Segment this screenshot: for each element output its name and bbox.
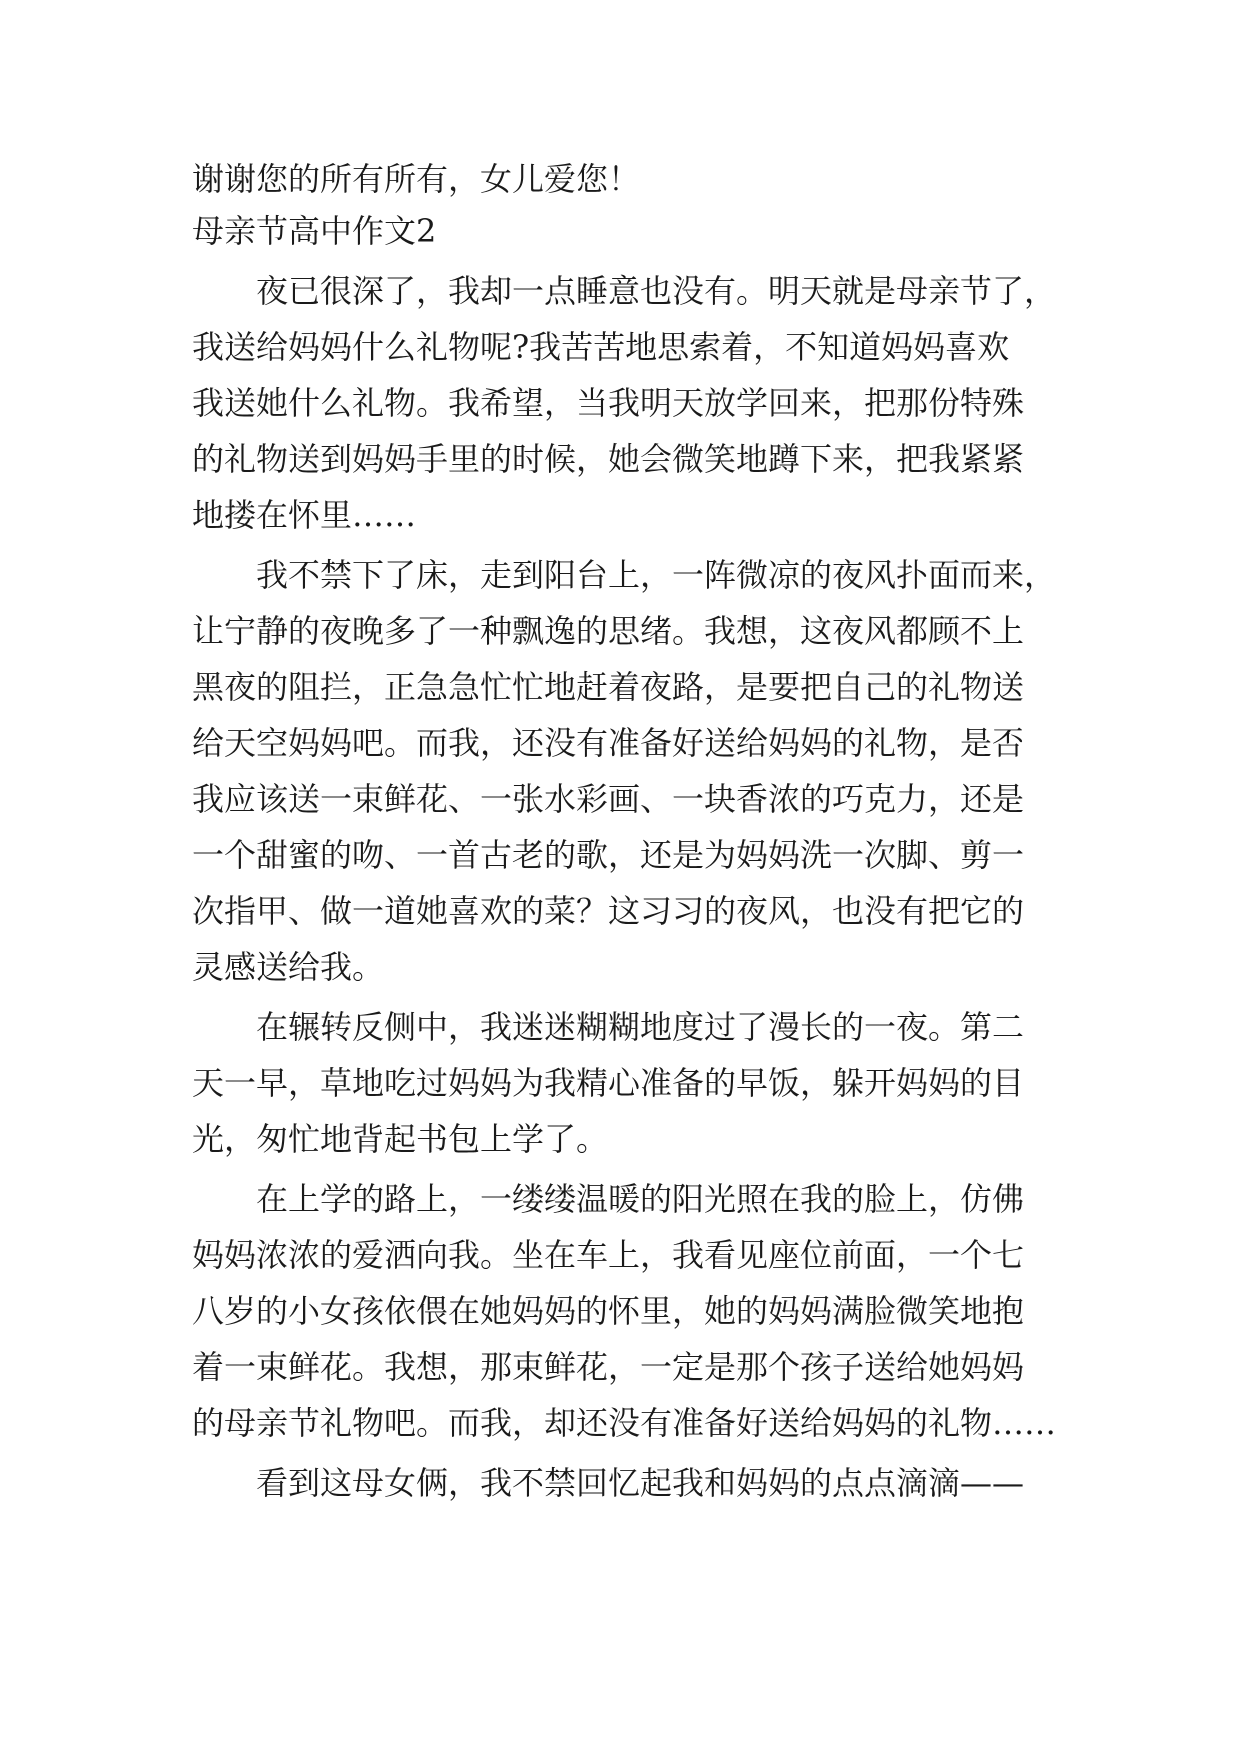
paragraph-line: 让宁静的夜晚多了一种飘逸的思绪。我想，这夜风都顾不上 xyxy=(192,612,1025,650)
paragraph-line: 我应该送一束鲜花、一张水彩画、一块香浓的巧克力，还是 xyxy=(192,780,1025,818)
paragraph-line: 我不禁下了床，走到阳台上，一阵微凉的夜风扑面而来， xyxy=(256,556,1057,594)
paragraph-line: 在上学的路上，一缕缕温暖的阳光照在我的脸上，仿佛 xyxy=(256,1180,1025,1218)
closing-line: 谢谢您的所有所有，女儿爱您！ xyxy=(192,160,641,198)
paragraph-line: 次指甲、做一道她喜欢的菜？这习习的夜风，也没有把它的 xyxy=(192,892,1025,930)
paragraph-line: 八岁的小女孩依偎在她妈妈的怀里，她的妈妈满脸微笑地抱 xyxy=(192,1292,1025,1330)
paragraph-line: 黑夜的阻拦，正急急忙忙地赶着夜路，是要把自己的礼物送 xyxy=(192,668,1025,706)
paragraph-line: 在辗转反侧中，我迷迷糊糊地度过了漫长的一夜。第二 xyxy=(256,1008,1025,1046)
paragraph-line: 妈妈浓浓的爱洒向我。坐在车上，我看见座位前面，一个七 xyxy=(192,1236,1025,1274)
paragraph-line: 光，匆忙地背起书包上学了。 xyxy=(192,1120,609,1158)
paragraph-line: 天一早，草地吃过妈妈为我精心准备的早饭，躲开妈妈的目 xyxy=(192,1064,1025,1102)
paragraph-line: 的礼物送到妈妈手里的时候，她会微笑地蹲下来，把我紧紧 xyxy=(192,440,1025,478)
paragraph-line: 夜已很深了，我却一点睡意也没有。明天就是母亲节了， xyxy=(256,272,1057,310)
paragraph-line: 给天空妈妈吧。而我，还没有准备好送给妈妈的礼物，是否 xyxy=(192,724,1025,762)
paragraph-line: 我送她什么礼物。我希望，当我明天放学回来，把那份特殊 xyxy=(192,384,1025,422)
paragraph-line: 灵感送给我。 xyxy=(192,948,385,986)
paragraph-line: 看到这母女俩，我不禁回忆起我和妈妈的点点滴滴—— xyxy=(256,1464,1025,1502)
paragraph-line: 着一束鲜花。我想，那束鲜花，一定是那个孩子送给她妈妈 xyxy=(192,1348,1025,1386)
paragraph-line: 的母亲节礼物吧。而我，却还没有准备好送给妈妈的礼物…… xyxy=(192,1404,1057,1442)
paragraph-line: 地搂在怀里…… xyxy=(192,496,417,534)
paragraph-line: 一个甜蜜的吻、一首古老的歌，还是为妈妈洗一次脚、剪一 xyxy=(192,836,1025,874)
essay-title: 母亲节高中作文2 xyxy=(192,212,437,250)
paragraph-line: 我送给妈妈什么礼物呢?我苦苦地思索着，不知道妈妈喜欢 xyxy=(192,328,1010,366)
